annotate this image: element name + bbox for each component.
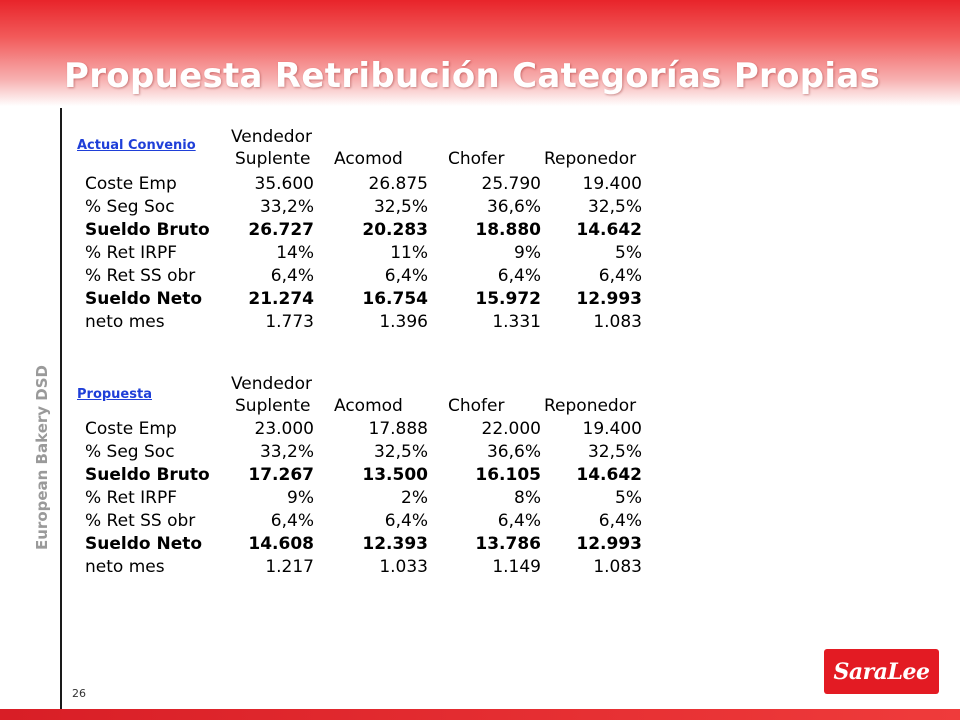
page-number: 26: [72, 687, 86, 700]
left-divider: [60, 108, 62, 712]
table-cell: 14.642: [576, 465, 642, 485]
table-cell: 17.888: [368, 419, 428, 439]
col-head-line1: Vendedor: [231, 127, 312, 147]
table-cell: 1.773: [265, 312, 314, 332]
table-cell: 22.000: [481, 419, 541, 439]
table-cell: 32,5%: [373, 197, 428, 217]
table-cell: 6,4%: [384, 511, 428, 531]
row-label: Coste Emp: [85, 174, 177, 194]
table-cell: 14.642: [576, 220, 642, 240]
slide-title: Propuesta Retribución Categorías Propias: [64, 56, 881, 96]
sara-lee-logo: [824, 649, 939, 694]
row-label: Sueldo Neto: [85, 289, 203, 309]
table-cell: 17.267: [248, 465, 314, 485]
actual-convenio-link[interactable]: Actual Convenio: [77, 138, 196, 153]
table-cell: 26.727: [248, 220, 314, 240]
row-label: % Ret IRPF: [85, 243, 177, 263]
table-cell: 33,2%: [259, 442, 314, 462]
table-cell: 6,4%: [497, 266, 541, 286]
table-row: [76, 220, 676, 243]
row-label: % Seg Soc: [85, 442, 175, 462]
table-row: [76, 243, 676, 266]
table-cell: 6,4%: [497, 511, 541, 531]
table-cell: 20.283: [362, 220, 428, 240]
table-cell: 14%: [276, 243, 314, 263]
table-cell: 1.396: [379, 312, 428, 332]
table-row: [76, 534, 676, 557]
table-cell: 1.217: [265, 557, 314, 577]
table-row: [76, 266, 676, 289]
table-cell: 18.880: [475, 220, 541, 240]
table-row: [76, 174, 676, 197]
row-label: % Ret IRPF: [85, 488, 177, 508]
col-head-line2: Suplente: [235, 396, 311, 416]
col-head-acomod: Acomod: [334, 396, 403, 416]
table-row: [76, 465, 676, 488]
table-cell: 16.105: [475, 465, 541, 485]
col-head-chofer: Chofer: [448, 149, 505, 169]
row-label: Sueldo Bruto: [85, 465, 210, 485]
table-row: [76, 289, 676, 312]
table-cell: 6,4%: [270, 266, 314, 286]
table-cell: 36,6%: [486, 197, 541, 217]
table-cell: 23.000: [254, 419, 314, 439]
bottom-band: [0, 709, 960, 720]
table-row: [76, 442, 676, 465]
row-label: % Seg Soc: [85, 197, 175, 217]
propuesta-link[interactable]: Propuesta: [77, 387, 152, 402]
table-cell: 6,4%: [598, 511, 642, 531]
table-cell: 36,6%: [486, 442, 541, 462]
table-cell: 1.331: [492, 312, 541, 332]
table-cell: 1.033: [379, 557, 428, 577]
row-label: neto mes: [85, 312, 165, 332]
table-row: [76, 197, 676, 220]
table-cell: 9%: [514, 243, 541, 263]
col-head-acomod: Acomod: [334, 149, 403, 169]
table-cell: 9%: [287, 488, 314, 508]
row-label: % Ret SS obr: [85, 266, 196, 286]
row-label: neto mes: [85, 557, 165, 577]
table-cell: 13.786: [475, 534, 541, 554]
table-cell: 5%: [615, 243, 642, 263]
table-cell: 16.754: [362, 289, 428, 309]
table-cell: 2%: [401, 488, 428, 508]
table-cell: 13.500: [362, 465, 428, 485]
side-caption: European Bakery DSD: [33, 365, 51, 550]
col-head-line1: Vendedor: [231, 374, 312, 394]
table-cell: 19.400: [582, 174, 642, 194]
table-cell: 11%: [390, 243, 428, 263]
table-cell: 14.608: [248, 534, 314, 554]
table-cell: 1.083: [593, 557, 642, 577]
table-cell: 32,5%: [587, 442, 642, 462]
table-cell: 6,4%: [598, 266, 642, 286]
row-label: % Ret SS obr: [85, 511, 196, 531]
table-cell: 12.393: [362, 534, 428, 554]
table-row: [76, 511, 676, 534]
table-cell: 32,5%: [373, 442, 428, 462]
table-row: [76, 557, 676, 580]
table-cell: 25.790: [481, 174, 541, 194]
table-cell: 1.149: [492, 557, 541, 577]
row-label: Sueldo Neto: [85, 534, 203, 554]
table-row: [76, 312, 676, 335]
col-head-line2: Suplente: [235, 149, 311, 169]
table-cell: 12.993: [576, 534, 642, 554]
table-cell: 8%: [514, 488, 541, 508]
table-cell: 5%: [615, 488, 642, 508]
table-cell: 15.972: [475, 289, 541, 309]
col-head-chofer: Chofer: [448, 396, 505, 416]
table-cell: 12.993: [576, 289, 642, 309]
logo-text: SaraLee: [833, 658, 930, 685]
table-cell: 35.600: [254, 174, 314, 194]
col-head-vendedor-suplente: [231, 373, 312, 417]
col-head-vendedor-suplente: [231, 126, 312, 170]
col-head-reponedor: Reponedor: [544, 396, 637, 416]
table-cell: 1.083: [593, 312, 642, 332]
table-cell: 19.400: [582, 419, 642, 439]
table-cell: 26.875: [368, 174, 428, 194]
table-row: [76, 419, 676, 442]
table-row: [76, 488, 676, 511]
col-head-reponedor: Reponedor: [544, 149, 637, 169]
table-cell: 32,5%: [587, 197, 642, 217]
table-cell: 33,2%: [259, 197, 314, 217]
table-cell: 6,4%: [270, 511, 314, 531]
table-cell: 6,4%: [384, 266, 428, 286]
table-cell: 21.274: [248, 289, 314, 309]
row-label: Sueldo Bruto: [85, 220, 210, 240]
row-label: Coste Emp: [85, 419, 177, 439]
